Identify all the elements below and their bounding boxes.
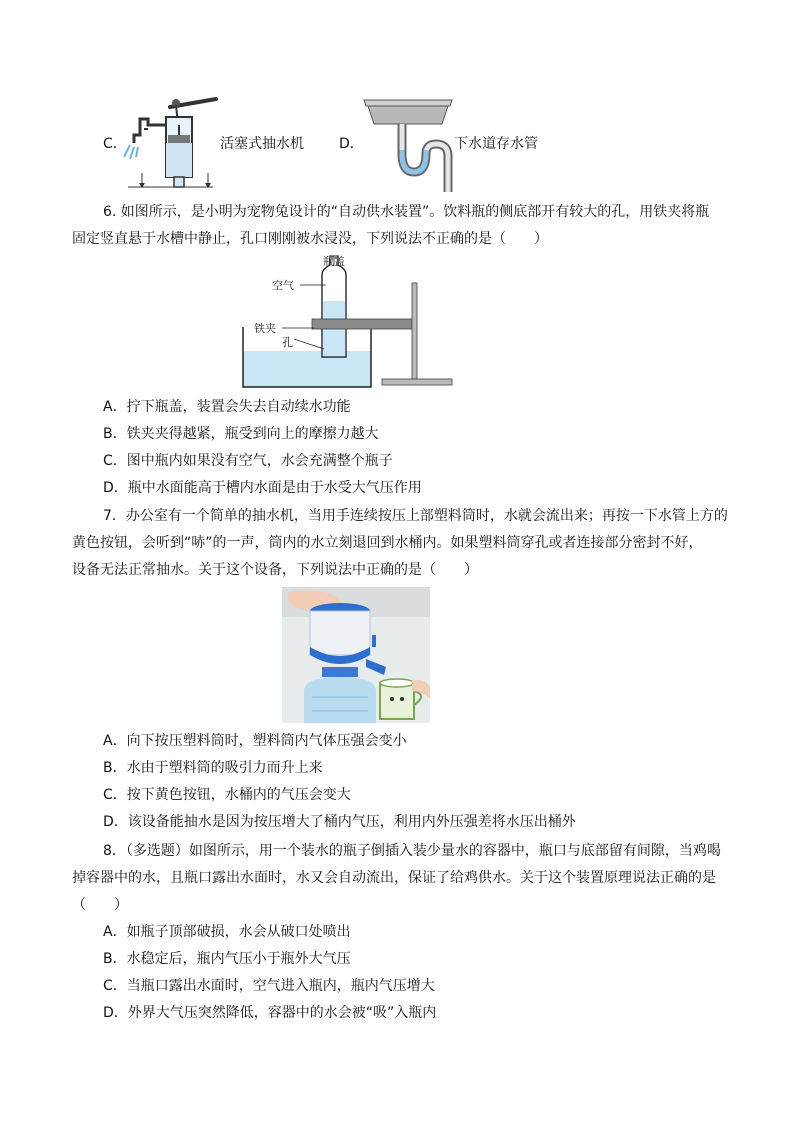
q6-option-a: A．拧下瓶盖，装置会失去自动续水功能 — [103, 399, 351, 415]
q8-option-c: C．当瓶口露出水面时，空气进入瓶内，瓶内气压增大 — [103, 978, 435, 994]
q7-option-a: A．向下按压塑料筒时，塑料筒内气体压强会变小 — [103, 733, 407, 749]
q7-water-pump-photo — [282, 587, 430, 723]
q6-stem-line2: 固定竖直悬于水槽中静止，孔口刚刚被水浸没，下列说法不正确的是（ ） — [72, 231, 548, 247]
q8-stem-line2: 掉容器中的水，且瓶口露出水面时，水又会自动流出，保证了给鸡供水。关于这个装置原理说法正确的是 — [72, 870, 716, 886]
q7-stem-line1: 7．办公室有一个简单的抽水机，当用手连续按压上部塑料筒时，水就会流出来；再按一下水管上方的 — [103, 508, 728, 524]
option-c-letter: C． — [103, 136, 127, 152]
q7-option-b: B．水由于塑料筒的吸引力而升上来 — [103, 760, 323, 776]
q7-option-d: D．该设备能抽水是因为按压增大了桶内气压，利用内外压强差将水压出桶外 — [103, 814, 576, 830]
label-clamp: 铁夹 — [254, 322, 276, 335]
option-d-letter: D． — [339, 136, 364, 152]
q6-water-supply-figure — [238, 253, 460, 391]
piston-pump-figure — [118, 95, 218, 193]
label-hole: 孔 — [282, 336, 293, 349]
q8-option-d: D．外界大气压突然降低，容器中的水会被“吸”入瓶内 — [103, 1005, 437, 1021]
option-d-label: 下水道存水管 — [454, 136, 538, 152]
option-c-label: 活塞式抽水机 — [220, 136, 304, 152]
q6-option-d: D．瓶中水面能高于槽内水面是由于水受大气压作用 — [103, 480, 422, 496]
q7-stem-line2: 黄色按钮，会听到“哧”的一声，筒内的水立刻退回到水桶内。如果塑料筒穿孔或者连接部分密封不好， — [72, 535, 703, 551]
q8-stem-line1: 8．（多选题）如图所示，用一个装水的瓶子倒插入装少量水的容器中，瓶口与底部留有间隙，当鸡喝 — [103, 843, 721, 859]
q6-option-b: B．铁夹夹得越紧，瓶受到向上的摩擦力越大 — [103, 426, 379, 442]
q6-option-c: C．图中瓶内如果没有空气，水会充满整个瓶子 — [103, 453, 393, 469]
q8-option-a: A．如瓶子顶部破损，水会从破口处喷出 — [103, 924, 351, 940]
q8-stem-line3: （ ） — [72, 897, 128, 913]
q7-stem-line3: 设备无法正常抽水。关于这个设备，下列说法中正确的是（ ） — [72, 562, 478, 578]
q8-option-b: B．水稳定后，瓶内气压小于瓶外大气压 — [103, 951, 351, 967]
q7-option-c: C．按下黄色按钮，水桶内的气压会变大 — [103, 787, 351, 803]
label-bottle-cap: 瓶盖 — [323, 255, 345, 268]
drain-trap-figure — [362, 94, 454, 192]
q6-stem-line1: 6. 如图所示，是小明为宠物兔设计的“自动供水装置”。饮料瓶的侧底部开有较大的孔，用铁夹将瓶 — [103, 204, 710, 220]
label-air: 空气 — [272, 279, 294, 292]
